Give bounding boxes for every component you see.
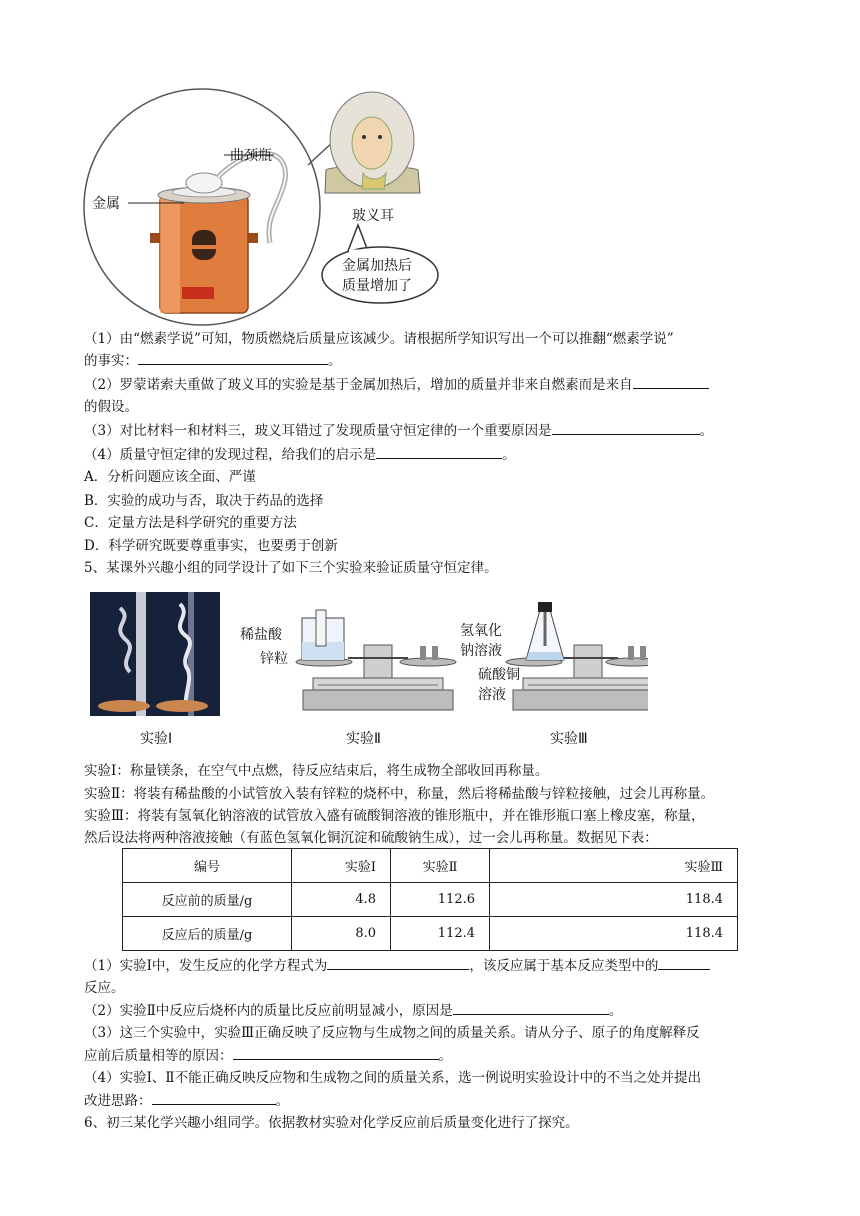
answer-blank-2[interactable] (633, 374, 709, 389)
q-part1-line-a: （1）由“燃素学说”可知，物质燃烧后质量应该减少。请根据所学知识写出一个可以推翻“燃素学说” (84, 331, 674, 347)
q6-intro: 6、初三某化学兴趣小组同学。依据教材实验对化学反应前后质量变化进行了探究。 (84, 1115, 579, 1131)
cuso4-label-2: 溶液 (478, 687, 506, 703)
exp2-description: 实验Ⅱ：将装有稀盐酸的小试管放入装有锌粒的烧杯中，称量，然后将稀盐酸与锌粒接触，过会儿再称量。 (84, 786, 715, 802)
header-exp1: 实验Ⅰ (292, 849, 391, 883)
q-part4-line (84, 444, 516, 466)
header-id: 编号 (123, 849, 292, 883)
answer-blank-9[interactable] (152, 1090, 276, 1105)
speech-line-2: 质量增加了 (342, 278, 412, 294)
q5-part4-line-a: （4）实验Ⅰ、Ⅱ不能正确反映反应物和生成物之间的质量关系，选一例说明实验设计中的不当之处并提出 (84, 1070, 702, 1086)
naoh-label-1: 氢氧化 (460, 623, 502, 639)
cell-value: 8.0 (292, 917, 391, 951)
q5-part1-prefix: （1）实验Ⅰ中，发生反应的化学方程式为 (84, 958, 328, 974)
exp1-description: 实验Ⅰ：称量镁条，在空气中点燃，待反应结束后，将生成物全部收回再称量。 (84, 763, 549, 779)
answer-blank-7[interactable] (453, 1000, 609, 1015)
q-part4-suffix: 。 (502, 447, 516, 463)
speech-line-1: 金属加热后 (342, 258, 412, 274)
q5-part1-line-b: 反应。 (84, 980, 125, 996)
row-label: 反应后的质量/g (123, 917, 292, 951)
table-row (123, 917, 738, 951)
answer-blank-4[interactable] (376, 444, 502, 459)
naoh-label-2: 钠溶液 (460, 643, 502, 659)
q5-part3-line-b (84, 1045, 452, 1067)
header-exp3: 实验Ⅲ (490, 849, 738, 883)
q5-part4-line-b (84, 1090, 289, 1112)
experiments-illustration (88, 590, 648, 750)
boyle-figure (80, 85, 450, 330)
answer-blank-5[interactable] (327, 955, 469, 970)
q-part3-suffix: 。 (699, 423, 714, 439)
q-part1-prefix: 的事实： (84, 353, 138, 369)
experiments-figure (88, 590, 648, 750)
answer-blank-1[interactable] (138, 350, 328, 365)
q5-part2-suffix: 。 (608, 1003, 623, 1019)
option-b: B．实验的成功与否，取决于药品的选择 (84, 493, 324, 509)
cell-value: 4.8 (292, 883, 391, 917)
table-header-row (123, 849, 738, 883)
exp3-caption: 实验Ⅲ (550, 731, 588, 747)
cuso4-label-1: 硫酸铜 (478, 667, 520, 683)
q-part3-prefix: （3）对比材料一和材料三，玻义耳错过了发现质量守恒定律的一个重要原因是 (84, 423, 552, 439)
q-part2-line-b: 的假设。 (84, 399, 138, 415)
cell-value: 112.4 (391, 917, 490, 951)
answer-blank-8[interactable] (233, 1045, 439, 1060)
q5-part2-prefix: （2）实验Ⅱ中反应后烧杯内的质量比反应前明显减小，原因是 (84, 1003, 453, 1019)
q-part1-line-b (84, 350, 342, 372)
q5-part3-suffix: 。 (438, 1048, 452, 1064)
exp2-caption: 实验Ⅱ (346, 731, 381, 747)
q-part2-line-a (84, 374, 709, 396)
person-name-label: 玻义耳 (352, 208, 394, 224)
option-c: C．定量方法是科学研究的重要方法 (84, 515, 297, 531)
q5-part3-line-a: （3）这三个实验中，实验Ⅲ正确反映了反应物与生成物之间的质量关系。请从分子、原子的角度解释反 (84, 1025, 700, 1041)
q5-part1-middle: ，该反应属于基本反应类型中的 (469, 958, 659, 974)
metal-label: 金属 (92, 196, 120, 212)
q5-part1-line-a (84, 955, 710, 977)
mass-data-table (122, 848, 738, 951)
cell-value: 118.4 (490, 883, 738, 917)
q-part4-prefix: （4）质量守恒定律的发现过程，给我们的启示是 (84, 447, 377, 463)
zinc-label: 锌粒 (260, 651, 288, 667)
q-part1-suffix: 。 (328, 353, 342, 369)
hcl-label: 稀盐酸 (240, 627, 282, 643)
q5-intro: 5、某课外兴趣小组的同学设计了如下三个实验来验证质量守恒定律。 (84, 560, 498, 576)
q5-part4-prefix: 改进思路： (84, 1093, 152, 1109)
flask-label: 曲颈瓶 (230, 148, 272, 164)
answer-blank-3[interactable] (552, 420, 700, 435)
q5-part2-line (84, 1000, 622, 1022)
row-label: 反应前的质量/g (123, 883, 292, 917)
exp3-description-a: 实验Ⅲ：将装有氢氧化钠溶液的试管放入盛有硫酸铜溶液的锥形瓶中，并在锥形瓶口塞上橡皮塞，称量， (84, 808, 705, 824)
q-part3-line (84, 420, 713, 442)
q5-part4-suffix: 。 (275, 1093, 289, 1109)
option-a: A．分析问题应该全面、严谨 (84, 469, 256, 485)
exp1-caption: 实验Ⅰ (140, 731, 173, 747)
table-row (123, 883, 738, 917)
header-exp2: 实验Ⅱ (391, 849, 490, 883)
q-part2-prefix: （2）罗蒙诺索夫重做了玻义耳的实验是基于金属加热后，增加的质量并非来自燃素而是来自 (84, 377, 633, 393)
answer-blank-6[interactable] (658, 955, 710, 970)
option-d: D．科学研究既要尊重事实，也要勇于创新 (84, 538, 338, 554)
cell-value: 112.6 (391, 883, 490, 917)
cell-value: 118.4 (490, 917, 738, 951)
q5-part3-prefix: 应前后质量相等的原因： (84, 1048, 233, 1064)
exp3-description-b: 然后设法将两种溶液接触（有蓝色氢氧化铜沉淀和硫酸钠生成），过一会儿再称量。数据见下表： (84, 830, 658, 846)
